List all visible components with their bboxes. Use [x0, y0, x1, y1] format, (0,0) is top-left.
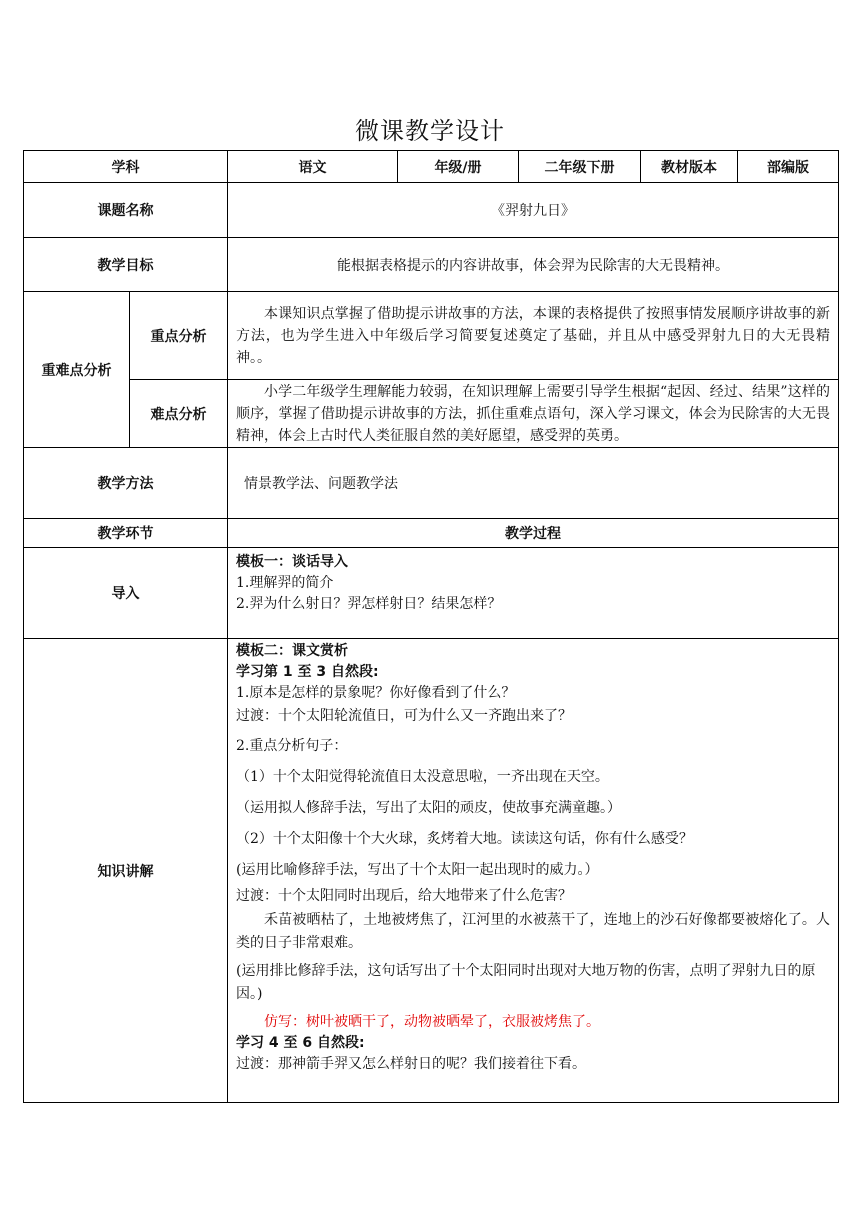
- key-analysis-row: [24, 292, 839, 380]
- goal-row: [24, 238, 839, 292]
- knowledge-line-2: 过渡：十个太阳轮流值日，可为什么又一齐跑出来了？: [236, 708, 572, 724]
- method-value: 情景教学法、问题教学法: [228, 448, 839, 519]
- intro-row: [24, 548, 839, 639]
- knowledge-line-10: (运用排比修辞手法，这句话写出了十个太阳同时出现对大地万物的伤害，点明了羿射九日的原因。): [236, 963, 816, 1002]
- goal-label: 教学目标: [24, 238, 228, 292]
- key-analysis-text: 本课知识点掌握了借助提示讲故事的方法，本课的表格提供了按照事情发展顺序讲故事的新方法，也为学生进入中年级后学习简要复述奠定了基础，并且从中感受羿射九日的大无畏精神。。: [236, 305, 830, 366]
- knowledge-line-5: （运用拟人修辞手法，写出了太阳的顽皮，使故事充满童趣。）: [236, 800, 621, 816]
- intro-line-1: 1.理解羿的简介: [236, 575, 334, 591]
- process-header-row: [24, 519, 839, 548]
- grade-value: 二年级下册: [519, 151, 641, 183]
- method-row: [24, 448, 839, 519]
- knowledge-line-4: （1）十个太阳觉得轮流值日太没意思啦，一齐出现在天空。: [236, 769, 609, 785]
- subject-value: 语文: [228, 151, 398, 183]
- knowledge-label: 知识讲解: [24, 639, 228, 1103]
- section-heading-2: 学习 4 至 6 自然段:: [236, 1035, 365, 1051]
- knowledge-line-8: 过渡：十个太阳同时出现后，给大地带来了什么危害？: [236, 888, 572, 904]
- difficulty-analysis-row: [24, 380, 839, 448]
- process-label: 教学过程: [228, 519, 839, 548]
- key-analysis-label: 重点分析: [130, 292, 228, 380]
- knowledge-line-1: 1.原本是怎样的景象呢？你好像看到了什么？: [236, 685, 516, 701]
- difficulty-analysis-text: 小学二年级学生理解能力较弱，在知识理解上需要引导学生根据“起因、经过、结果”这样的顺序，掌握了借助提示讲故事的方法，抓住重难点语句，深入学习课文，体会为民除害的大无畏精神，体会上古时代人类征服自然的美好愿望，感受羿的英勇。: [236, 383, 830, 444]
- section-heading-1: 学习第 1 至 3 自然段:: [236, 664, 379, 680]
- knowledge-line-7: (运用比喻修辞手法，写出了十个太阳一起出现时的威力。）: [236, 862, 599, 878]
- lesson-label: 课题名称: [24, 183, 228, 238]
- difficulty-analysis-label: 难点分析: [130, 380, 228, 448]
- lesson-row: [24, 183, 839, 238]
- lesson-design-table: [23, 150, 839, 1103]
- knowledge-line-3: 2.重点分析句子：: [236, 738, 348, 754]
- knowledge-line-6: （2）十个太阳像十个大火球，炙烤着大地。读读这句话，你有什么感受？: [236, 831, 693, 847]
- stage-label: 教学环节: [24, 519, 228, 548]
- page-title: 微课教学设计: [355, 117, 505, 145]
- edition-value: 部编版: [738, 151, 839, 183]
- grade-label: 年级/册: [398, 151, 519, 183]
- knowledge-row: [24, 639, 839, 1103]
- method-label: 教学方法: [24, 448, 228, 519]
- header-row: [24, 151, 839, 183]
- intro-line-2: 2.羿为什么射日？羿怎样射日？结果怎样？: [236, 596, 502, 612]
- intro-module-title: 模板一：谈话导入: [236, 554, 348, 570]
- edition-label: 教材版本: [641, 151, 738, 183]
- knowledge-module-title: 模板二：课文赏析: [236, 643, 348, 659]
- goal-value: 能根据表格提示的内容讲故事，体会羿为民除害的大无畏精神。: [228, 238, 839, 292]
- lesson-value: 《羿射九日》: [228, 183, 839, 238]
- subject-label: 学科: [24, 151, 228, 183]
- analysis-label: 重难点分析: [24, 292, 130, 448]
- knowledge-line-12: 过渡：那神箭手羿又怎么样射日的呢？我们接着往下看。: [236, 1056, 586, 1072]
- intro-label: 导入: [24, 548, 228, 639]
- knowledge-line-9: 禾苗被晒枯了，土地被烤焦了，江河里的水被蒸干了，连地上的沙石好像都要被熔化了。人类的日子非常艰难。: [236, 912, 830, 951]
- imitation-writing-line: 仿写：树叶被晒干了，动物被晒晕了，衣服被烤焦了。: [264, 1014, 600, 1030]
